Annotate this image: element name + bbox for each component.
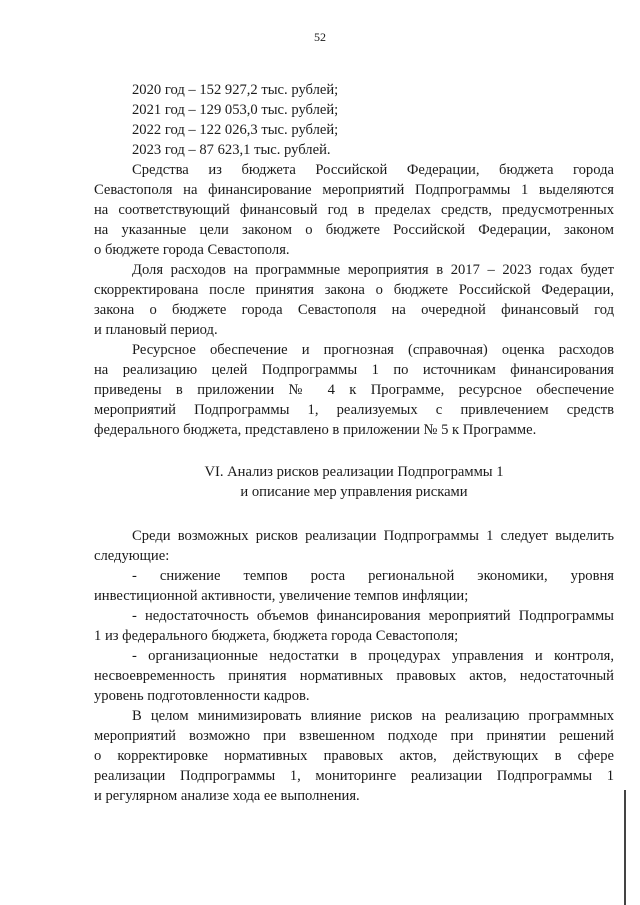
- text-line: уровень подготовленности кадров.: [94, 688, 310, 704]
- text-line: - недостаточность объемов финансирования мероприятий Подпрограммы: [132, 608, 614, 624]
- risk-item-organizational: [94, 646, 614, 706]
- section-heading: [94, 462, 614, 502]
- text-line: на реализацию целей Подпрограммы 1 по источникам финансирования: [94, 362, 614, 378]
- text-line: - организационные недостатки в процедурах управления и контроля,: [132, 648, 614, 664]
- section-heading-line1: VI. Анализ рисков реализации Подпрограммы 1: [204, 464, 504, 480]
- text-line: о корректировке нормативных правовых актов, действующих в сфере: [94, 748, 614, 764]
- risk-item-funding: [94, 606, 614, 646]
- scan-edge-mark: [624, 790, 626, 905]
- funding-by-year-list: [94, 80, 614, 160]
- text-line: Среди возможных рисков реализации Подпрограммы 1 следует выделить: [132, 528, 614, 544]
- text-line: - снижение темпов роста региональной экономики, уровня: [132, 568, 614, 584]
- text-line: и плановый период.: [94, 322, 218, 338]
- page-number: 52: [314, 30, 326, 44]
- text-line: В целом минимизировать влияние рисков на реализацию программных: [132, 708, 614, 724]
- paragraph-risks-intro: [94, 526, 614, 566]
- paragraph-funding-sources: [94, 160, 614, 260]
- text-line: реализации Подпрограммы 1, мониторинге реализации Подпрограммы 1: [94, 768, 614, 784]
- text-line: Доля расходов на программные мероприятия в 2017 – 2023 годах будет: [132, 262, 614, 278]
- paragraph-resource-provision: [94, 340, 614, 440]
- text-line: закона о бюджете города Севастополя на очередной финансовый год: [94, 302, 614, 318]
- text-line: мероприятий Подпрограммы 1, реализуемых с привлечением средств: [94, 402, 614, 418]
- section-heading-line2: и описание мер управления рисками: [240, 484, 468, 500]
- text-line: и регулярном анализе хода ее выполнения.: [94, 788, 360, 804]
- text-line: мероприятий возможно при взвешенном подходе при принятии решений: [94, 728, 614, 744]
- year-line-2023: 2023 год – 87 623,1 тыс. рублей.: [132, 142, 331, 158]
- document-body: [94, 80, 614, 806]
- text-line: Севастополя на финансирование мероприятий Подпрограммы 1 выделяются: [94, 182, 614, 198]
- risk-item-economy: [94, 566, 614, 606]
- text-line: Ресурсное обеспечение и прогнозная (справочная) оценка расходов: [132, 342, 614, 358]
- text-line: несвоевременность принятия нормативных правовых актов, недостаточный: [94, 668, 614, 684]
- year-line-2020: 2020 год – 152 927,2 тыс. рублей;: [132, 82, 339, 98]
- text-line: на соответствующий финансовый год в пределах средств, предусмотренных: [94, 202, 614, 218]
- text-line: скорректирована после принятия закона о бюджете Российской Федерации,: [94, 282, 614, 298]
- paragraph-expense-share: [94, 260, 614, 340]
- text-line: на указанные цели законом о бюджете Российской Федерации, законом: [94, 222, 614, 238]
- text-line: о бюджете города Севастополя.: [94, 242, 290, 258]
- text-line: приведены в приложении № 4 к Программе, ресурсное обеспечение: [94, 382, 614, 398]
- text-line: Средства из бюджета Российской Федерации, бюджета города: [132, 162, 614, 178]
- text-line: инвестиционной активности, увеличение темпов инфляции;: [94, 588, 469, 604]
- text-line: следующие:: [94, 548, 170, 564]
- text-line: федерального бюджета, представлено в приложении № 5 к Программе.: [94, 422, 537, 438]
- text-line: 1 из федерального бюджета, бюджета города Севастополя;: [94, 628, 459, 644]
- year-line-2021: 2021 год – 129 053,0 тыс. рублей;: [132, 102, 339, 118]
- paragraph-risk-mitigation: [94, 706, 614, 806]
- year-line-2022: 2022 год – 122 026,3 тыс. рублей;: [132, 122, 339, 138]
